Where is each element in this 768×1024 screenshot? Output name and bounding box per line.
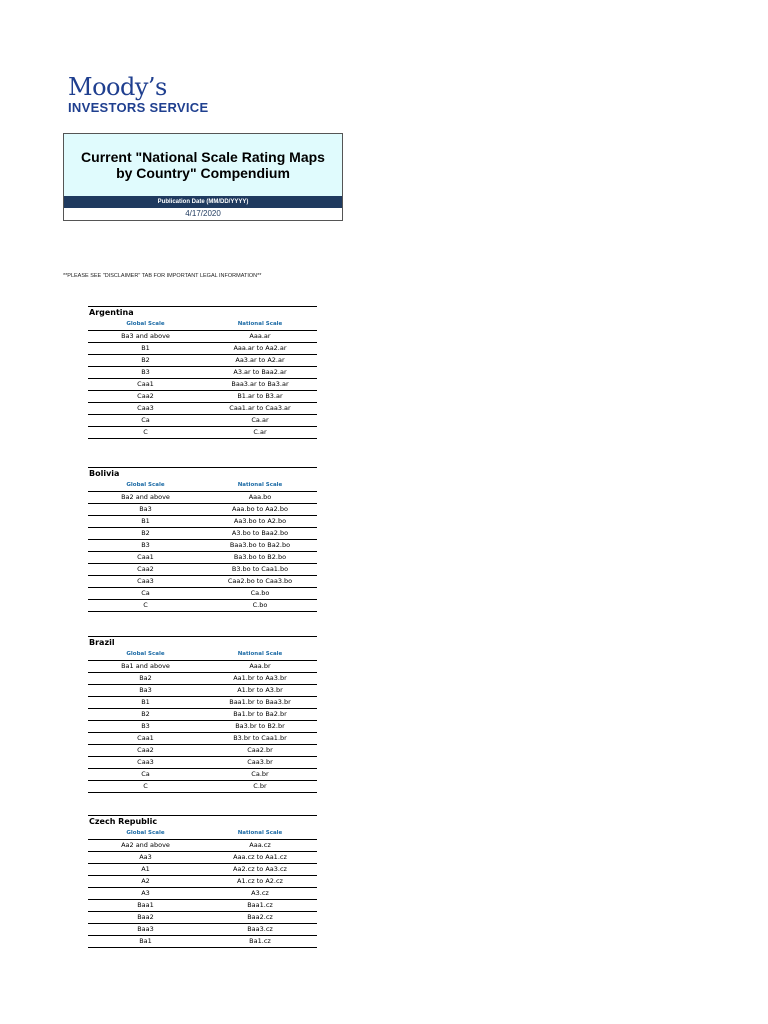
global-scale-cell: Ba3	[139, 505, 152, 513]
table-row	[88, 492, 317, 504]
table-row	[88, 709, 317, 721]
global-scale-cell: B2	[141, 529, 150, 537]
table-row	[88, 355, 317, 367]
country-section	[88, 636, 317, 793]
title-box	[63, 133, 343, 221]
table-row	[88, 769, 317, 781]
table-row	[88, 912, 317, 924]
national-scale-cell: A1.cz to A2.cz	[237, 877, 283, 885]
national-scale-cell: Aaa.ar	[249, 332, 271, 340]
national-scale-cell: Aa3.bo to A2.bo	[233, 517, 287, 525]
national-scale-cell: B3.br to Caa1.br	[233, 734, 287, 742]
national-scale-cell: A3.bo to Baa2.bo	[231, 529, 289, 537]
global-scale-cell: A2	[141, 877, 150, 885]
global-scale-header: Global Scale	[126, 482, 165, 488]
global-scale-cell: Caa3	[137, 577, 154, 585]
national-scale-cell: Aaa.bo	[248, 493, 272, 501]
table-row	[88, 379, 317, 391]
national-scale-cell: A3.ar to Baa2.ar	[233, 368, 287, 376]
table-row	[88, 900, 317, 912]
national-scale-cell: Aaa.ar to Aa2.ar	[233, 344, 287, 352]
table-row	[88, 697, 317, 709]
national-scale-cell: B1.ar to B3.ar	[237, 392, 283, 400]
global-scale-cell: Aa2 and above	[121, 841, 170, 849]
global-scale-cell: B3	[141, 722, 150, 730]
national-scale-cell: A1.br to A3.br	[237, 686, 283, 694]
publication-date-label: Publication Date (MM/DD/YYYY)	[64, 196, 342, 208]
moodys-logo	[68, 74, 208, 115]
global-scale-cell: B1	[141, 517, 150, 525]
global-scale-cell: Ca	[141, 416, 150, 424]
country-name: Bolivia	[88, 467, 317, 479]
table-row	[88, 757, 317, 769]
country-name: Brazil	[88, 636, 317, 648]
table-row	[88, 576, 317, 588]
table-row	[88, 685, 317, 697]
table-row	[88, 888, 317, 900]
table-header	[88, 479, 317, 492]
table-row	[88, 564, 317, 576]
national-scale-cell: Ba3.br to B2.br	[235, 722, 285, 730]
global-scale-cell: Ba2	[139, 674, 152, 682]
national-scale-cell: Ba1.cz	[249, 937, 271, 945]
global-scale-cell: B2	[141, 356, 150, 364]
national-scale-cell: Ba1.br to Ba2.br	[233, 710, 287, 718]
table-row	[88, 540, 317, 552]
national-scale-cell: C.br	[253, 782, 267, 790]
national-scale-cell: Ca.bo	[250, 589, 270, 597]
page-title: Current "National Scale Rating Maps by Country" Compendium	[64, 134, 342, 196]
global-scale-cell: B1	[141, 344, 150, 352]
country-section	[88, 467, 317, 612]
national-scale-cell: C.ar	[253, 428, 267, 436]
global-scale-header: Global Scale	[126, 651, 165, 657]
global-scale-cell: Baa3	[137, 925, 154, 933]
table-row	[88, 391, 317, 403]
global-scale-cell: Caa3	[137, 404, 154, 412]
global-scale-cell: Caa3	[137, 758, 154, 766]
national-scale-cell: Baa3.ar to Ba3.ar	[231, 380, 289, 388]
table-row	[88, 588, 317, 600]
publication-date: 4/17/2020	[185, 209, 221, 218]
national-scale-cell: Ca.ar	[251, 416, 269, 424]
global-scale-cell: B2	[141, 710, 150, 718]
global-scale-cell: Baa1	[137, 901, 154, 909]
table-row	[88, 516, 317, 528]
global-scale-cell: Ca	[141, 589, 150, 597]
national-scale-header: National Scale	[237, 482, 283, 488]
global-scale-cell: A3	[141, 889, 150, 897]
national-scale-cell: Baa2.cz	[247, 913, 273, 921]
table-row	[88, 552, 317, 564]
national-scale-cell: Caa2.br	[247, 746, 273, 754]
national-scale-cell: Caa2.bo to Caa3.bo	[227, 577, 293, 585]
table-row	[88, 852, 317, 864]
table-row	[88, 924, 317, 936]
logo-wordmark: Moody’s	[68, 73, 167, 101]
global-scale-cell: B3	[141, 541, 150, 549]
national-scale-cell: Ba3.bo to B2.bo	[233, 553, 287, 561]
national-scale-cell: A3.cz	[251, 889, 269, 897]
country-name: Argentina	[88, 306, 317, 318]
national-scale-cell: Baa3.bo to Ba2.bo	[229, 541, 291, 549]
table-row	[88, 367, 317, 379]
national-scale-cell: Caa3.br	[247, 758, 273, 766]
national-scale-cell: Baa3.cz	[247, 925, 273, 933]
table-row	[88, 876, 317, 888]
global-scale-cell: Caa2	[137, 392, 154, 400]
table-header	[88, 648, 317, 661]
global-scale-cell: Caa2	[137, 746, 154, 754]
table-row	[88, 331, 317, 343]
table-row	[88, 427, 317, 439]
global-scale-cell: B3	[141, 368, 150, 376]
national-scale-cell: Aaa.br	[249, 662, 271, 670]
table-header	[88, 827, 317, 840]
global-scale-cell: Ca	[141, 770, 150, 778]
global-scale-cell: Caa1	[137, 380, 154, 388]
table-header	[88, 318, 317, 331]
global-scale-cell: A1	[141, 865, 150, 873]
national-scale-cell: Aa1.br to Aa3.br	[233, 674, 287, 682]
table-row	[88, 403, 317, 415]
global-scale-cell: C	[143, 428, 148, 436]
national-scale-cell: C.bo	[252, 601, 268, 609]
table-row	[88, 661, 317, 673]
global-scale-cell: Caa1	[137, 553, 154, 561]
table-row	[88, 415, 317, 427]
national-scale-cell: Aaa.cz	[249, 841, 271, 849]
national-scale-header: National Scale	[237, 321, 283, 327]
table-row	[88, 733, 317, 745]
table-row	[88, 673, 317, 685]
national-scale-cell: Ca.br	[251, 770, 269, 778]
global-scale-cell: Ba2 and above	[121, 493, 170, 501]
national-scale-cell: Aaa.bo to Aa2.bo	[232, 505, 288, 513]
table-row	[88, 840, 317, 852]
country-name: Czech Republic	[88, 815, 317, 827]
global-scale-cell: Ba3	[139, 686, 152, 694]
global-scale-cell: B1	[141, 698, 150, 706]
global-scale-cell: Ba1	[139, 937, 152, 945]
national-scale-cell: B3.bo to Caa1.bo	[231, 565, 289, 573]
global-scale-cell: Aa3	[139, 853, 152, 861]
table-row	[88, 936, 317, 948]
table-row	[88, 781, 317, 793]
global-scale-header: Global Scale	[126, 830, 165, 836]
global-scale-cell: Ba1 and above	[121, 662, 170, 670]
country-section	[88, 306, 317, 439]
disclaimer-note: **PLEASE SEE "DISCLAIMER" TAB FOR IMPORTANT LEGAL INFORMATION**	[63, 273, 262, 279]
country-section	[88, 815, 317, 948]
global-scale-cell: Caa2	[137, 565, 154, 573]
global-scale-header: Global Scale	[126, 321, 165, 327]
global-scale-cell: Ba3 and above	[121, 332, 170, 340]
table-row	[88, 864, 317, 876]
table-row	[88, 504, 317, 516]
global-scale-cell: Baa2	[137, 913, 154, 921]
national-scale-cell: Aa3.ar to A2.ar	[235, 356, 285, 364]
national-scale-cell: Caa1.ar to Caa3.ar	[229, 404, 291, 412]
table-row	[88, 721, 317, 733]
national-scale-cell: Aa2.cz to Aa3.cz	[233, 865, 287, 873]
table-row	[88, 528, 317, 540]
global-scale-cell: C	[143, 601, 148, 609]
national-scale-cell: Baa1.br to Baa3.br	[229, 698, 291, 706]
national-scale-cell: Aaa.cz to Aa1.cz	[233, 853, 287, 861]
national-scale-header: National Scale	[237, 830, 283, 836]
global-scale-cell: Caa1	[137, 734, 154, 742]
table-row	[88, 343, 317, 355]
table-row	[88, 745, 317, 757]
logo-subtitle: INVESTORS SERVICE	[68, 100, 209, 115]
global-scale-cell: C	[143, 782, 148, 790]
table-row	[88, 600, 317, 612]
national-scale-cell: Baa1.cz	[247, 901, 273, 909]
national-scale-header: National Scale	[237, 651, 283, 657]
